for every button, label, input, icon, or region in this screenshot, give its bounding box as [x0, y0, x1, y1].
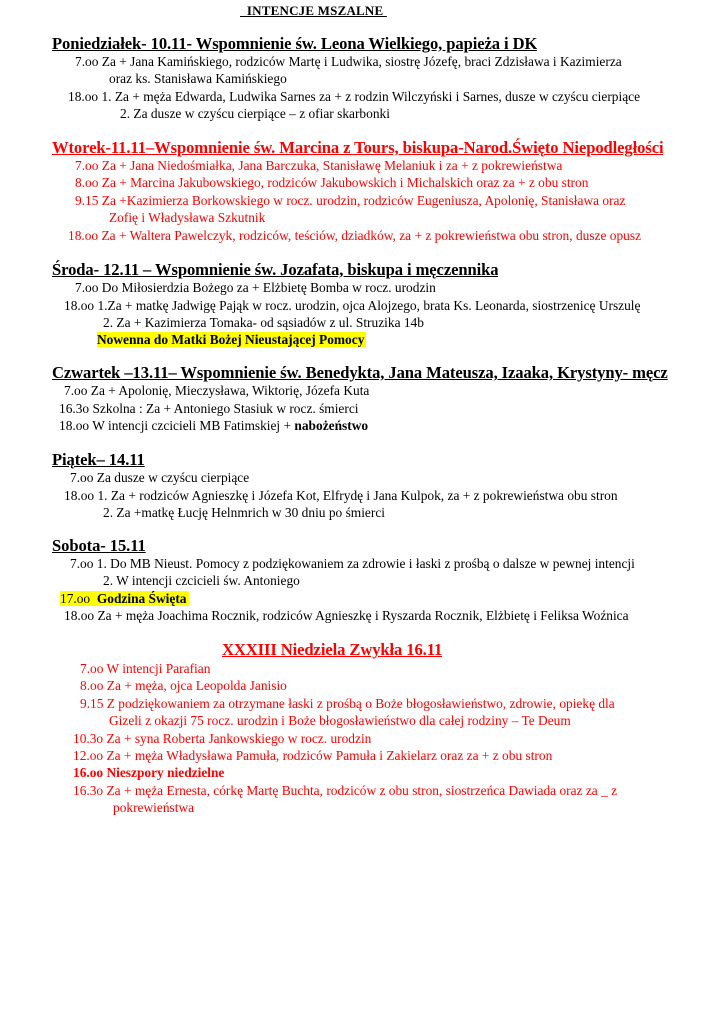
holy-hour-time: 17.oo: [60, 591, 91, 606]
tuesday-heading: Wtorek-11.11–Wspomnienie św. Marcina z Tours, biskupa-Narod.Święto Niepodległości: [52, 138, 664, 157]
monday-mass-7: 7.oo Za + Jana Kamińskiego, rodziców Martę i Ludwika, siostrę Józefę, braci Zdzisława i Kazimierza: [75, 54, 622, 69]
sunday-mass-1030: 10.3o Za + syna Roberta Jankowskiego w rocz. urodzin: [73, 731, 372, 746]
holy-hour: [60, 591, 189, 606]
sunday-mass-1630-cont: pokrewieństwa: [113, 800, 195, 815]
thursday-mass-18-text: 18.oo W intencji czcicieli MB Fatimskiej +: [59, 418, 295, 433]
sunday-heading: XXXIII Niedziela Zwykła 16.11: [222, 640, 443, 659]
sunday-vespers: 16.oo Nieszpory niedzielne: [73, 765, 225, 780]
tuesday-mass-18: 18.oo Za + Waltera Pawelczyk, rodziców, teściów, dziadków, za + z pokrewieństwa obu stron, dusze opusz: [68, 228, 642, 243]
tuesday-mass-8: 8.oo Za + Marcina Jakubowskiego, rodziców Jakubowskich i Michalskich oraz za + z obu stron: [75, 175, 589, 190]
document-title: INTENCJE MSZALNE: [240, 3, 387, 18]
sunday-mass-7: 7.oo W intencji Parafian: [80, 661, 211, 676]
sunday-mass-915: 9.15 Z podziękowaniem za otrzymane łaski z prośbą o Boże błogosławieństwo, zdrowie, opiekę dla: [80, 696, 615, 711]
monday-heading: Poniedziałek- 10.11- Wspomnienie św. Leona Wielkiego, papieża i DK: [52, 34, 538, 53]
monday-mass-18: 18.oo 1. Za + męża Edwarda, Ludwika Sarnes za + z rodzin Wilczyński i Sarnes, dusze w czyścu cierpiące: [68, 89, 641, 104]
thursday-mass-7: 7.oo Za + Apolonię, Mieczysława, Wiktorię, Józefa Kuta: [64, 383, 370, 398]
wednesday-mass-7: 7.oo Do Miłosierdzia Bożego za + Elżbietę Bomba w rocz. urodzin: [75, 280, 436, 295]
friday-mass-7: 7.oo Za dusze w czyścu cierpiące: [70, 470, 250, 485]
saturday-mass-7-second: 2. W intencji czcicieli św. Antoniego: [103, 573, 300, 588]
wednesday-mass-18-second: 2. Za + Kazimierza Tomaka- od sąsiadów z ul. Struzika 14b: [103, 315, 424, 330]
friday-mass-18-second: 2. Za +matkę Łucję Helnmrich w 30 dniu po śmierci: [103, 505, 385, 520]
holy-hour-label: Godzina Święta: [96, 591, 187, 606]
holy-hour-highlight: [60, 590, 189, 607]
tuesday-mass-7: 7.oo Za + Jana Niedośmiałka, Jana Barczuka, Stanisławę Melaniuk i za + z pokrewieństwa: [75, 158, 563, 173]
thursday-heading: Czwartek –13.11– Wspomnienie św. Benedykta, Jana Mateusza, Izaaka, Krystyny- męcz: [52, 363, 668, 382]
friday-mass-18: 18.oo 1. Za + rodziców Agnieszkę i Józefa Kot, Elfrydę i Jana Kulpok, za + z pokrewieństwa obu stron: [64, 488, 618, 503]
saturday-mass-18: 18.oo Za + męża Joachima Rocznik, rodziców Agnieszkę i Ryszarda Rocznik, Elżbietę i Feliksa Woźnica: [64, 608, 629, 623]
wednesday-mass-18: 18.oo 1.Za + matkę Jadwigę Pająk w rocz. urodzin, ojca Alojzego, brata Ks. Leonarda, siostrzenicę Urszulę: [64, 298, 641, 313]
sunday-mass-8: 8.oo Za + męża, ojca Leopolda Janisio: [80, 678, 287, 693]
saturday-mass-7: 7.oo 1. Do MB Nieust. Pomocy z podziękowaniem za zdrowie i łaski z prośbą o dalsze w pewnej intencji: [70, 556, 635, 571]
monday-mass-7-cont: oraz ks. Stanisława Kamińskiego: [109, 71, 287, 86]
sunday-mass-1630: 16.3o Za + męża Ernesta, córkę Martę Buchta, rodziców z obu stron, siostrzeńca Dawiada oraz za _ z: [73, 783, 618, 798]
monday-mass-18-second: 2. Za dusze w czyścu cierpiące – z ofiar skarbonki: [120, 106, 390, 121]
tuesday-mass-915: 9.15 Za +Kazimierza Borkowskiego w rocz. urodzin, rodziców Eugeniusza, Apolonię, Stanisława oraz: [75, 193, 626, 208]
novena-highlight: [97, 331, 366, 348]
sunday-mass-915-cont: Gizeli z okazji 75 rocz. urodzin i Boże błogosławieństwo dla całej rodziny – Te Deum: [109, 713, 571, 728]
friday-heading: Piątek– 14.11: [52, 450, 145, 469]
tuesday-mass-915-cont: Zofię i Władysława Szkutnik: [109, 210, 266, 225]
wednesday-heading: Środa- 12.11 – Wspomnienie św. Jozafata, biskupa i męczennika: [52, 260, 499, 279]
thursday-mass-18: [59, 417, 368, 434]
sunday-mass-12: 12.oo Za + męża Władysława Pamuła, rodziców Pamuła i Zakielarz oraz za + z obu stron: [73, 748, 553, 763]
thursday-mass-1630: 16.3o Szkolna : Za + Antoniego Stasiuk w rocz. śmierci: [59, 401, 359, 416]
thursday-devotion: nabożeństwo: [294, 418, 369, 433]
saturday-heading: Sobota- 15.11: [52, 536, 146, 555]
novena-text: Nowenna do Matki Bożej Nieustającej Pomocy: [97, 332, 365, 347]
